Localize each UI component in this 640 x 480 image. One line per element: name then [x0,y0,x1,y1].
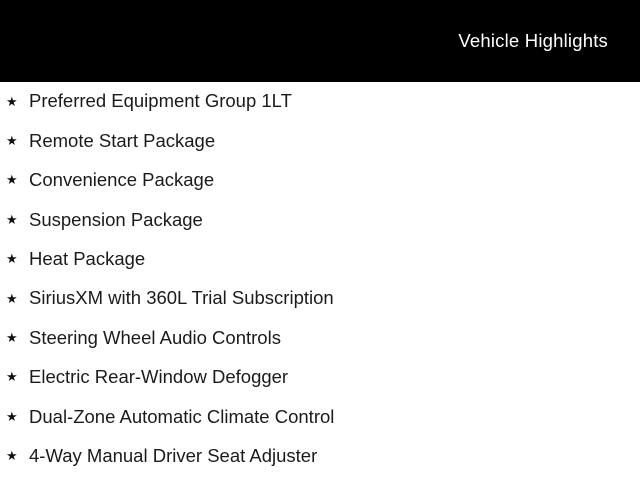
highlights-list [0,82,640,476]
header-bar [0,0,640,82]
star-icon: ★ [6,408,18,424]
list-item [0,397,640,436]
list-item [0,82,640,121]
star-icon: ★ [6,369,18,385]
list-item [0,161,640,200]
star-icon: ★ [6,211,18,227]
list-item [0,358,640,397]
star-icon: ★ [6,251,18,267]
star-icon: ★ [6,448,18,464]
list-item-label: Remote Start Package [29,129,216,151]
star-icon: ★ [6,290,18,306]
list-item-label: Suspension Package [29,208,203,230]
star-icon: ★ [6,330,18,346]
list-item [0,318,640,357]
list-item [0,200,640,239]
list-item-label: SiriusXM with 360L Trial Subscription [29,287,334,309]
list-item [0,121,640,160]
star-icon: ★ [6,172,18,188]
list-item [0,279,640,318]
list-item [0,240,640,279]
list-item-label: Dual-Zone Automatic Climate Control [29,405,335,427]
list-item-label: Preferred Equipment Group 1LT [29,90,292,112]
star-icon: ★ [6,133,18,149]
list-item-label: Heat Package [29,248,146,269]
list-item-label: Electric Rear-Window Defogger [29,366,289,388]
list-item-label: Convenience Package [29,169,215,191]
list-item-label: 4-Way Manual Driver Seat Adjuster [29,444,318,466]
list-item-label: Steering Wheel Audio Controls [29,326,281,348]
page-title: Vehicle Highlights [458,29,608,51]
list-item [0,437,640,476]
star-icon: ★ [6,93,18,109]
